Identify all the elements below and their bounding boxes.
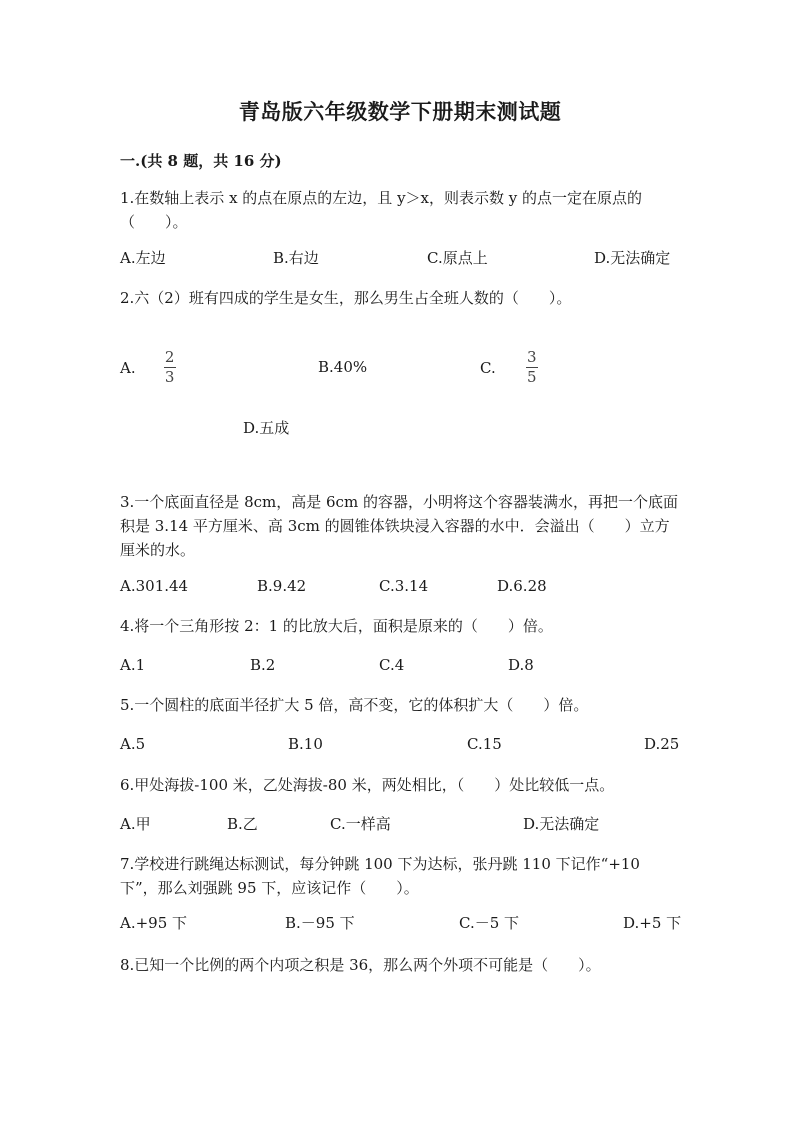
question-1-option-d[interactable]: D.无法确定 bbox=[594, 249, 671, 267]
fraction bbox=[526, 349, 538, 386]
fraction-numerator: 2 bbox=[164, 348, 175, 366]
question-2-option-d[interactable]: D.五成 bbox=[243, 419, 290, 437]
question-1-stem: 1.在数轴上表示 x 的点在原点的左边，且 y＞x，则表示数 y 的点一定在原点的（ ）。 bbox=[120, 189, 643, 231]
option-a-label: A. bbox=[120, 358, 136, 377]
question-4-stem: 4.将一个三角形按 2：1 的比放大后，面积是原来的（ ）倍。 bbox=[120, 617, 553, 635]
question-3-option-d[interactable]: D.6.28 bbox=[497, 577, 547, 595]
question-7-option-c[interactable]: C.－5 下 bbox=[459, 914, 520, 932]
question-5-option-a[interactable]: A.5 bbox=[120, 735, 146, 753]
question-2-option-a[interactable] bbox=[120, 349, 176, 386]
question-1-option-b[interactable]: B.右边 bbox=[273, 249, 319, 267]
question-3-option-b[interactable]: B.9.42 bbox=[257, 577, 307, 595]
fraction-numerator: 3 bbox=[526, 348, 537, 366]
question-4-option-d[interactable]: D.8 bbox=[508, 656, 534, 674]
question-6-option-a[interactable]: A.甲 bbox=[120, 815, 151, 833]
question-2-option-c[interactable] bbox=[480, 349, 538, 386]
section-heading: 一.(共 8 题，共 16 分) bbox=[120, 152, 282, 170]
question-2-stem: 2.六（2）班有四成的学生是女生，那么男生占全班人数的（ ）。 bbox=[120, 289, 572, 307]
question-5-stem: 5.一个圆柱的底面半径扩大 5 倍，高不变，它的体积扩大（ ）倍。 bbox=[120, 696, 589, 714]
question-2-option-b[interactable]: B.40% bbox=[318, 358, 368, 376]
fraction bbox=[164, 349, 176, 386]
fraction-denominator: 5 bbox=[526, 368, 537, 386]
question-3-option-c[interactable]: C.3.14 bbox=[379, 577, 429, 595]
fraction-denominator: 3 bbox=[164, 368, 175, 386]
question-6-stem: 6.甲处海拔-100 米，乙处海拔-80 米，两处相比，（ ）处比较低一点。 bbox=[120, 776, 615, 794]
question-6-option-d[interactable]: D.无法确定 bbox=[523, 815, 600, 833]
question-7-option-d[interactable]: D.+5 下 bbox=[623, 914, 682, 932]
question-5-option-b[interactable]: B.10 bbox=[288, 735, 323, 753]
page-title: 青岛版六年级数学下册期末测试题 bbox=[238, 99, 562, 124]
question-4-option-a[interactable]: A.1 bbox=[120, 656, 146, 674]
question-7-stem: 7.学校进行跳绳达标测试，每分钟跳 100 下为达标，张丹跳 110 下记作“+10 下”，那么刘强跳 95 下，应该记作（ ）。 bbox=[120, 855, 640, 897]
question-8-stem: 8.已知一个比例的两个内项之积是 36，那么两个外项不可能是（ ）。 bbox=[120, 956, 601, 974]
question-7-option-a[interactable]: A.+95 下 bbox=[120, 914, 188, 932]
question-7-option-b[interactable]: B.－95 下 bbox=[285, 914, 355, 932]
question-3-option-a[interactable]: A.301.44 bbox=[120, 577, 189, 595]
question-5-option-c[interactable]: C.15 bbox=[467, 735, 502, 753]
question-6-option-c[interactable]: C.一样高 bbox=[330, 815, 391, 833]
question-1-option-a[interactable]: A.左边 bbox=[120, 249, 166, 267]
question-3-stem: 3.一个底面直径是 8cm，高是 6cm 的容器，小明将这个容器装满水，再把一个底面积是 3.14 平方厘米、高 3cm 的圆锥体铁块浸入容器的水中．会溢出（ ）立方厘米的水。 bbox=[120, 493, 678, 559]
question-4-option-b[interactable]: B.2 bbox=[250, 656, 276, 674]
option-c-label: C. bbox=[480, 358, 496, 377]
question-4-option-c[interactable]: C.4 bbox=[379, 656, 405, 674]
question-5-option-d[interactable]: D.25 bbox=[644, 735, 680, 753]
question-6-option-b[interactable]: B.乙 bbox=[227, 815, 258, 833]
question-1-option-c[interactable]: C.原点上 bbox=[427, 249, 488, 267]
